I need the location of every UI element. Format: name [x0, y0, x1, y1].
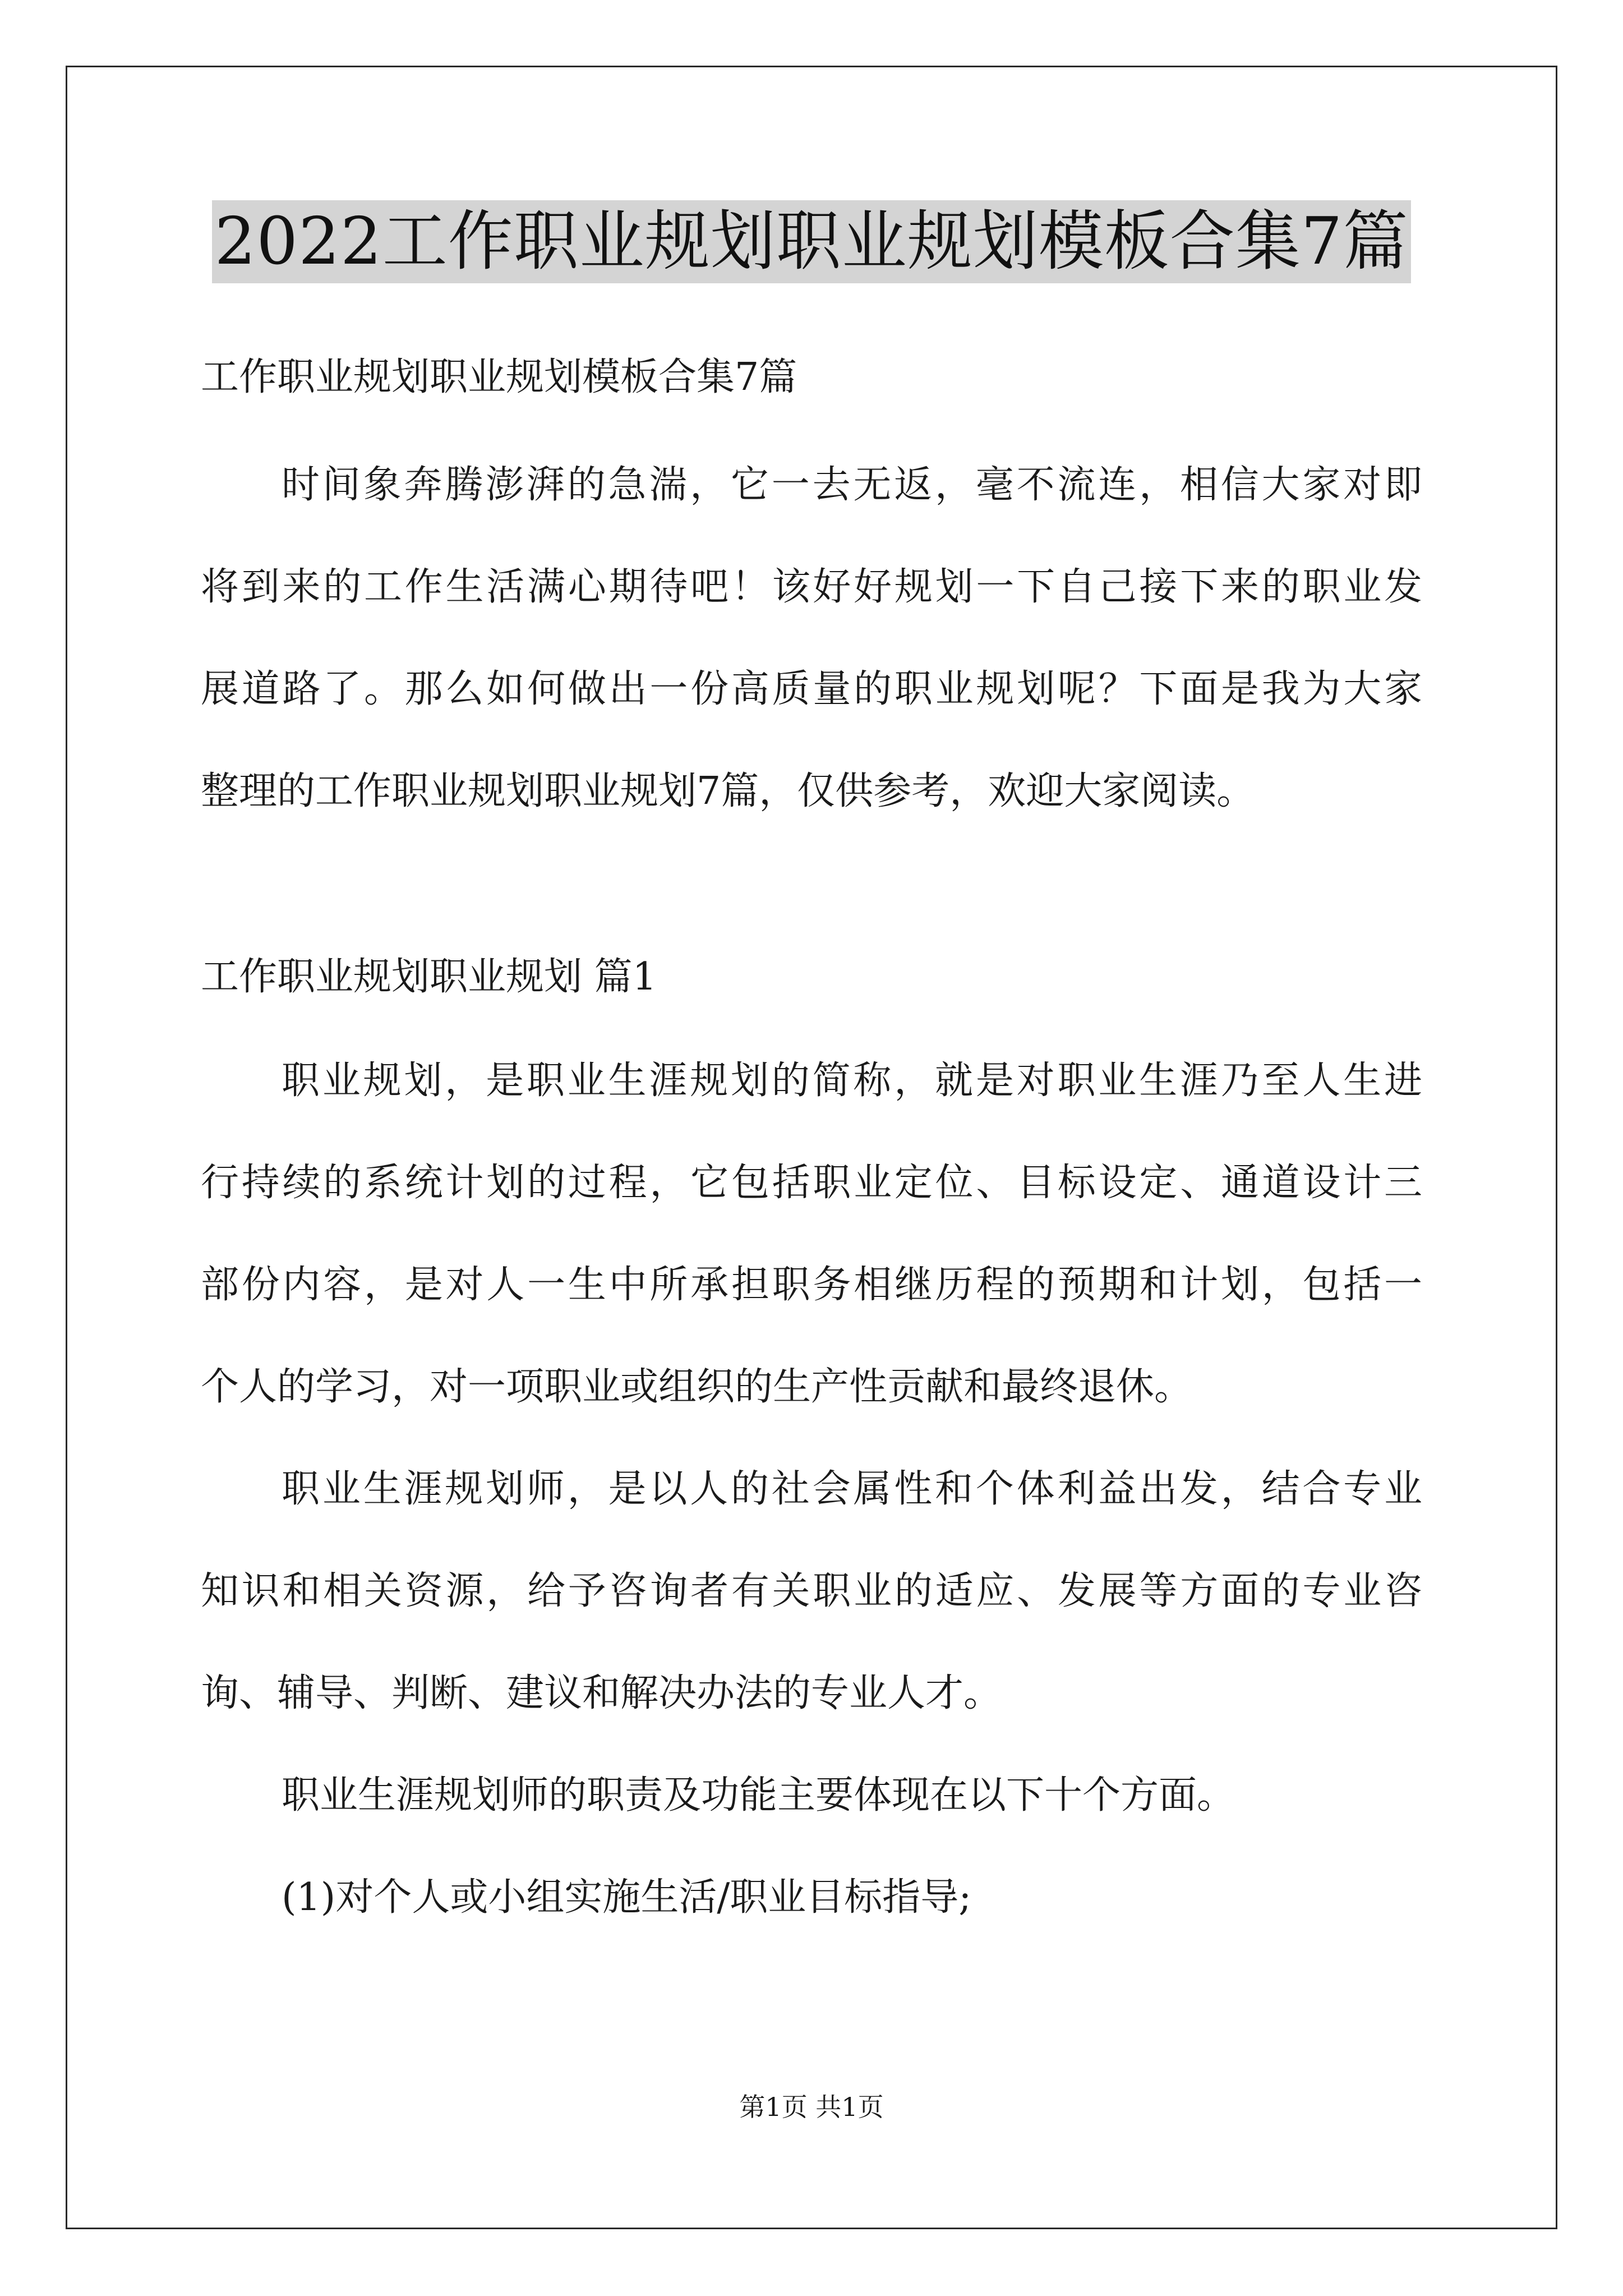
intro-line-1: 时间象奔腾澎湃的急湍，它一去无返，毫不流连，相信大家对即	[282, 463, 1422, 507]
intro-line-2: 将到来的工作生活满心期待吧！该好好规划一下自己接下来的职业发	[201, 565, 1422, 609]
section-1-p3: 职业生涯规划师的职责及功能主要体现在以下十个方面。	[282, 1773, 1235, 1818]
section-1-p2-line-2: 知识和相关资源，给予咨询者有关职业的适应、发展等方面的专业咨	[201, 1569, 1422, 1613]
section-1-p1-line-3: 部份内容，是对人一生中所承担职务相继历程的预期和计划，包括一	[201, 1263, 1422, 1307]
document-title: 2022工作职业规划职业规划模板合集7篇	[212, 200, 1410, 283]
section-1-p4: (1)对个人或小组实施生活/职业目标指导;	[282, 1875, 972, 1920]
intro-line-3: 展道路了。那么如何做出一份高质量的职业规划呢？下面是我为大家	[201, 667, 1422, 711]
document-subtitle: 工作职业规划职业规划模板合集7篇	[201, 355, 797, 399]
section-1-heading: 工作职业规划职业规划 篇1	[201, 955, 657, 999]
page-footer: 第1页 共1页	[739, 2092, 884, 2122]
section-1-p2-line-3: 询、辅导、判断、建议和解决办法的专业人才。	[201, 1671, 1002, 1715]
section-1-p1-line-4: 个人的学习，对一项职业或组织的生产性贡献和最终退休。	[201, 1365, 1193, 1409]
section-1-p1-line-2: 行持续的系统计划的过程，它包括职业定位、目标设定、通道设计三	[201, 1161, 1422, 1205]
title-container	[0, 200, 1623, 283]
section-1-p2-line-1: 职业生涯规划师，是以人的社会属性和个体利益出发，结合专业	[282, 1467, 1422, 1511]
intro-line-4: 整理的工作职业规划职业规划7篇，仅供参考，欢迎大家阅读。	[201, 769, 1255, 813]
section-1-p1-line-1: 职业规划，是职业生涯规划的简称，就是对职业生涯乃至人生进	[282, 1059, 1422, 1103]
